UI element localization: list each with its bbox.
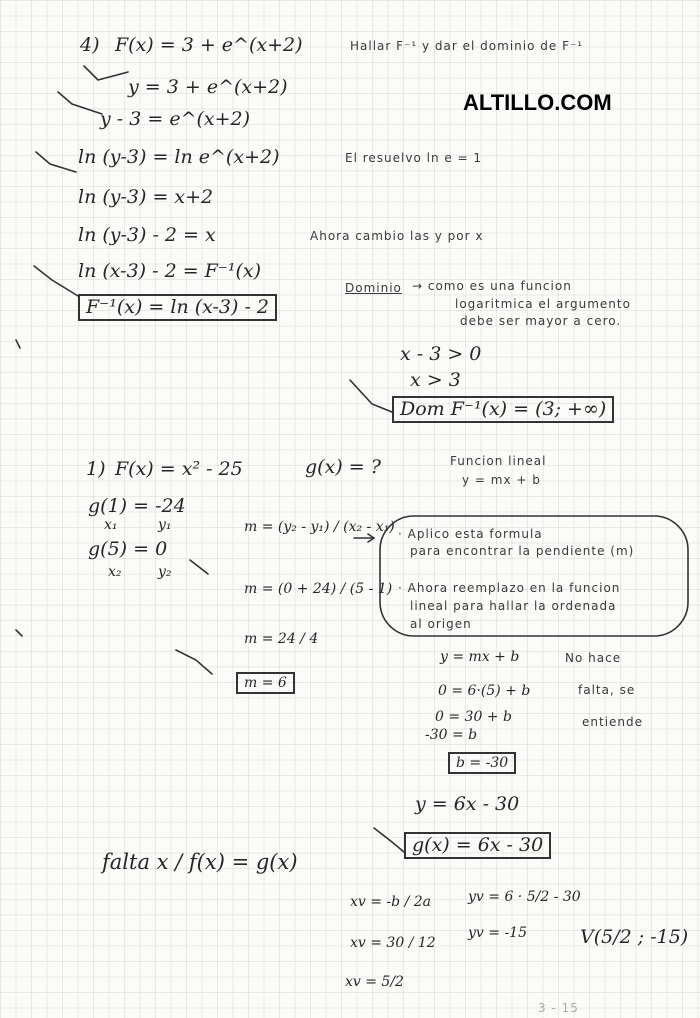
check-mark-icon	[350, 380, 392, 412]
problem-number: 4)	[80, 34, 100, 56]
check-mark-icon	[176, 650, 212, 674]
domain-result: Dom F⁻¹(x) = (3; +∞)	[392, 396, 614, 423]
function-definition: F(x) = x² - 25	[115, 458, 243, 480]
inequality: x - 3 > 0	[400, 343, 482, 365]
slope-fraction: m = 24 / 4	[244, 631, 319, 647]
problem-instruction: Hallar F⁻¹ y dar el dominio de F⁻¹	[350, 39, 584, 53]
point-one: g(1) = -24	[88, 495, 186, 517]
equation-step: ln (x-3) - 2 = F⁻¹(x)	[78, 260, 262, 282]
line-equation: y = 6x - 30	[415, 793, 520, 815]
equation-step: ln (y-3) = ln e^(x+2)	[78, 146, 280, 168]
check-mark-icon	[34, 266, 78, 296]
inequality: x > 3	[410, 369, 461, 391]
side-note: para encontrar la pendiente (m)	[410, 544, 635, 558]
check-mark-icon	[58, 92, 102, 114]
check-mark-icon	[190, 560, 208, 574]
subscript-label: y₂	[158, 564, 172, 580]
subscript-label: x₂	[108, 564, 122, 580]
equation-step: y - 3 = e^(x+2)	[100, 108, 251, 130]
check-mark-icon	[36, 152, 76, 172]
equation-step: -30 = b	[425, 727, 478, 743]
domain-note: → como es una funcion	[412, 279, 572, 293]
problem-number: 1)	[86, 458, 106, 480]
side-note: Ahora cambio las y por x	[310, 229, 484, 243]
equation-step: ln (y-3) - 2 = x	[78, 224, 216, 246]
domain-label: Dominio	[345, 281, 402, 295]
vertex-point: V(5/2 ; -15)	[580, 926, 689, 948]
subscript-label: y₁	[158, 517, 172, 533]
check-mark-icon	[374, 828, 404, 852]
slope-formula: m = (y₂ - y₁) / (x₂ - x₁)	[244, 519, 395, 535]
vertex-x-formula: xv = -b / 2a	[350, 894, 431, 910]
subscript-label: x₁	[104, 517, 118, 533]
point-two: g(5) = 0	[88, 538, 168, 560]
arrow-icon	[354, 534, 374, 542]
domain-note: logaritmica el argumento	[455, 297, 631, 311]
vertex-y-formula: yv = 6 · 5/2 - 30	[468, 889, 581, 905]
equation-step: 0 = 30 + b	[435, 709, 512, 725]
vertex-y-result: yv = -15	[468, 925, 527, 941]
side-note: · Aplico esta formula	[398, 527, 543, 541]
intercept-result: b = -30	[448, 752, 516, 774]
teacher-note: falta, se	[578, 683, 636, 697]
teacher-correction: falta x / f(x) = g(x)	[102, 850, 298, 874]
linear-title: Funcion lineal	[450, 454, 547, 468]
side-note: El resuelvo ln e = 1	[345, 151, 483, 165]
unknown-function: g(x) = ?	[305, 456, 381, 478]
tick-icon	[16, 340, 20, 348]
linear-function-result: g(x) = 6x - 30	[404, 832, 551, 859]
slope-substitution: m = (0 + 24) / (5 - 1)	[244, 581, 393, 597]
function-definition: F(x) = 3 + e^(x+2)	[115, 34, 303, 56]
check-mark-icon	[84, 66, 128, 80]
side-note: · Ahora reemplazo en la funcion	[398, 581, 621, 595]
domain-note: debe ser mayor a cero.	[460, 314, 622, 328]
equation-step: y = 3 + e^(x+2)	[128, 76, 288, 98]
side-note: lineal para hallar la ordenada	[410, 599, 617, 613]
teacher-note: entiende	[582, 715, 644, 729]
equation-step: ln (y-3) = x+2	[78, 186, 214, 208]
tick-icon	[16, 630, 22, 636]
watermark-logo: ALTILLO.COM	[463, 90, 612, 115]
vertex-x-result: xv = 5/2	[345, 974, 404, 990]
inverse-function-result: F⁻¹(x) = ln (x-3) - 2	[78, 294, 277, 321]
vertex-x-substitution: xv = 30 / 12	[350, 935, 436, 951]
side-note: al origen	[410, 617, 472, 631]
teacher-note: No hace	[565, 651, 622, 665]
linear-form: y = mx + b	[462, 473, 541, 487]
slope-result: m = 6	[236, 672, 295, 694]
page-fragment: 3 - 15	[538, 1001, 579, 1015]
equation-step: 0 = 6·(5) + b	[438, 683, 531, 699]
equation-step: y = mx + b	[440, 649, 520, 665]
